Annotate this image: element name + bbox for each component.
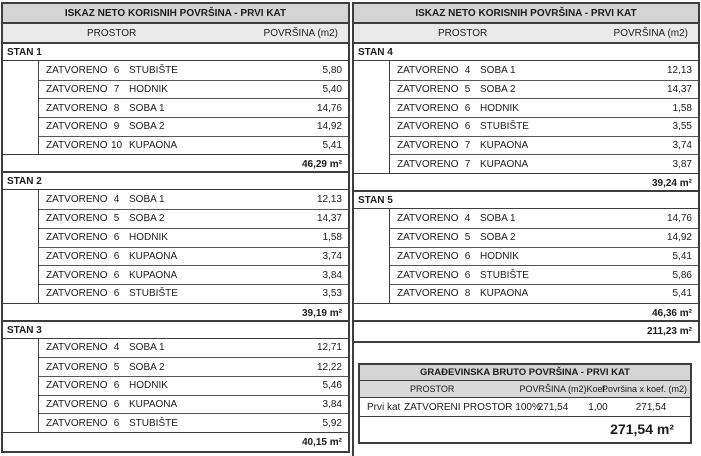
- stan-rows: [389, 209, 698, 302]
- row-area-value: 12,22: [316, 361, 342, 373]
- bruto-column-header-koef: Koef.: [586, 384, 608, 394]
- row-type-label: ZATVORENO: [46, 288, 108, 300]
- row-area-value: 1,58: [672, 102, 692, 114]
- stan-total-3: 40,15 m²: [3, 432, 348, 451]
- bruto-column-header-space: PROSTOR: [410, 384, 455, 394]
- row-area-value: 14,37: [316, 213, 342, 225]
- area-row: [39, 80, 348, 99]
- area-row: [39, 284, 348, 303]
- row-number: 6: [113, 398, 120, 410]
- row-space-label: KUPAONA: [129, 250, 178, 262]
- area-row: [39, 413, 348, 432]
- row-type-label: ZATVORENO: [46, 269, 108, 281]
- row-space-label: SOBA 1: [480, 64, 516, 76]
- row-type-label: ZATVORENO: [397, 158, 459, 170]
- row-area-value: 12,71: [316, 342, 342, 354]
- bruto-title: GRAĐEVINSKA BRUTO POVRŠINA - PRVI KAT: [360, 365, 690, 381]
- row-type-label: ZATVORENO: [46, 64, 108, 76]
- row-area-value: 5,41: [672, 250, 692, 262]
- row-space-label: HODNIK: [480, 250, 519, 262]
- row-number: 4: [113, 194, 120, 206]
- row-type-label: ZATVORENO: [46, 398, 108, 410]
- row-type-label: ZATVORENO: [397, 64, 459, 76]
- bruto-column-header-area: POVRŠINA (m2): [519, 384, 587, 394]
- row-number: 4: [113, 342, 120, 354]
- area-row: [390, 154, 698, 173]
- stan-rows: [38, 61, 348, 154]
- row-space-label: STUBIŠTE: [129, 288, 178, 300]
- area-row: [390, 228, 698, 247]
- neto-table-left: [1, 2, 350, 453]
- row-type-label: ZATVORENO: [46, 417, 108, 429]
- row-area-value: 1,58: [322, 232, 342, 244]
- column-header-area: POVRŠINA (m2): [613, 28, 688, 39]
- row-type-label: ZATVORENO: [46, 380, 108, 392]
- row-type-label: ZATVORENO: [46, 361, 108, 373]
- column-header-space: PROSTOR: [438, 28, 488, 39]
- row-space-label: SOBA 1: [129, 102, 165, 114]
- floor-grand-total: 211,23 m²: [646, 325, 692, 337]
- table-title: ISKAZ NETO KORISNIH POVRŠINA - PRVI KAT: [354, 4, 698, 24]
- table-title: ISKAZ NETO KORISNIH POVRŠINA - PRVI KAT: [3, 4, 348, 24]
- row-number: 7: [113, 84, 120, 96]
- row-number: 8: [464, 288, 471, 300]
- row-number: 6: [464, 250, 471, 262]
- area-row: [39, 136, 348, 155]
- bruto-data-row: [360, 398, 690, 417]
- bruto-koef-value: 1,00: [588, 401, 608, 413]
- row-number: 6: [113, 288, 120, 300]
- row-type-label: ZATVORENO: [46, 213, 108, 225]
- row-area-value: 5,92: [322, 417, 342, 429]
- area-row: [39, 209, 348, 228]
- stan-header-3: STAN 3: [3, 322, 348, 339]
- row-space-label: SOBA 1: [129, 194, 165, 206]
- row-number: 6: [464, 102, 471, 114]
- bruto-total: 271,54 m²: [610, 421, 674, 437]
- row-type-label: ZATVORENO: [46, 194, 108, 206]
- row-area-value: 14,92: [316, 121, 342, 133]
- row-area-value: 3,74: [672, 140, 692, 152]
- header-row: [3, 24, 348, 44]
- row-type-label: ZATVORENO: [397, 102, 459, 114]
- row-number: 6: [464, 121, 471, 133]
- row-area-value: 12,13: [666, 64, 692, 76]
- area-row: [390, 98, 698, 117]
- row-area-value: 14,76: [316, 102, 342, 114]
- stan-total-4: 39,24 m²: [354, 173, 698, 192]
- stan-header-5: STAN 5: [354, 192, 698, 209]
- area-row: [39, 98, 348, 117]
- row-type-label: ZATVORENO: [46, 121, 108, 133]
- neto-table-right: [352, 2, 700, 343]
- row-type-label: ZATVORENO: [46, 102, 108, 114]
- row-space-label: KUPAONA: [129, 398, 178, 410]
- stan-total-5: 46,36 m²: [354, 303, 698, 322]
- row-space-label: KUPAONA: [129, 140, 178, 152]
- header-row: [354, 24, 698, 44]
- row-number: 6: [113, 380, 120, 392]
- row-space-label: HODNIK: [129, 232, 168, 244]
- row-area-value: 5,41: [672, 288, 692, 300]
- bruto-area-koef-value: 271,54: [635, 401, 667, 413]
- row-space-label: SOBA 1: [129, 342, 165, 354]
- row-type-label: ZATVORENO: [397, 232, 459, 244]
- stan-rows: [38, 190, 348, 302]
- row-space-label: HODNIK: [480, 102, 519, 114]
- column-header-area: POVRŠINA (m2): [263, 28, 338, 39]
- area-row: [39, 61, 348, 80]
- row-space-label: SOBA 2: [480, 84, 516, 96]
- area-row: [39, 117, 348, 136]
- row-space-label: KUPAONA: [480, 158, 529, 170]
- row-space-label: STUBIŠTE: [480, 269, 529, 281]
- row-number: 9: [113, 121, 120, 133]
- row-number: 6: [113, 232, 120, 244]
- table-border-divider: [352, 330, 354, 456]
- row-number: 6: [464, 269, 471, 281]
- stan-header-1: STAN 1: [3, 44, 348, 61]
- area-row: [390, 265, 698, 284]
- row-number: 6: [113, 64, 120, 76]
- row-space-label: STUBIŠTE: [129, 64, 178, 76]
- stan-header-2: STAN 2: [3, 173, 348, 190]
- stan-rows: [389, 61, 698, 173]
- bruto-floor-label: Prvi kat: [367, 401, 401, 413]
- row-space-label: HODNIK: [129, 84, 168, 96]
- row-area-value: 5,46: [322, 380, 342, 392]
- stan-total-1: 46,29 m²: [3, 154, 348, 173]
- area-row: [390, 284, 698, 303]
- column-header-space: PROSTOR: [87, 28, 137, 39]
- row-type-label: ZATVORENO: [46, 232, 108, 244]
- row-area-value: 3,53: [322, 288, 342, 300]
- row-type-label: ZATVORENO: [397, 84, 459, 96]
- row-type-label: ZATVORENO: [397, 269, 459, 281]
- row-type-label: ZATVORENO: [397, 288, 459, 300]
- stan-header-4: STAN 4: [354, 44, 698, 61]
- row-area-value: 5,86: [672, 269, 692, 281]
- row-area-value: 3,84: [322, 398, 342, 410]
- area-row: [390, 209, 698, 228]
- bruto-header-row: [360, 381, 690, 398]
- row-space-label: SOBA 2: [129, 213, 165, 225]
- area-row: [39, 228, 348, 247]
- row-area-value: 5,80: [322, 64, 342, 76]
- row-space-label: SOBA 2: [129, 121, 165, 133]
- row-space-label: SOBA 2: [129, 361, 165, 373]
- row-number: 4: [464, 212, 471, 224]
- row-space-label: SOBA 1: [480, 212, 516, 224]
- row-area-value: 5,41: [322, 140, 342, 152]
- area-row: [390, 80, 698, 99]
- row-type-label: ZATVORENO: [46, 84, 108, 96]
- row-number: 10: [110, 140, 123, 152]
- row-space-label: HODNIK: [129, 380, 168, 392]
- row-number: 5: [113, 213, 120, 225]
- area-row: [390, 61, 698, 80]
- area-row: [39, 339, 348, 358]
- row-area-value: 3,55: [672, 121, 692, 133]
- area-row: [39, 357, 348, 376]
- row-area-value: 14,76: [666, 212, 692, 224]
- row-space-label: KUPAONA: [129, 269, 178, 281]
- row-type-label: ZATVORENO: [46, 140, 108, 152]
- row-area-value: 3,87: [672, 158, 692, 170]
- row-number: 4: [464, 64, 471, 76]
- area-row: [39, 395, 348, 414]
- row-space-label: SOBA 2: [480, 232, 516, 244]
- row-space-label: STUBIŠTE: [480, 121, 529, 133]
- row-number: 7: [464, 140, 471, 152]
- bruto-area-value: 271,54: [537, 401, 569, 413]
- row-space-label: STUBIŠTE: [129, 417, 178, 429]
- bruto-space-label: ZATVORENI PROSTOR 100%: [404, 401, 541, 413]
- row-number: 5: [464, 232, 471, 244]
- row-space-label: KUPAONA: [480, 140, 529, 152]
- row-area-value: 14,92: [666, 232, 692, 244]
- area-row: [390, 117, 698, 136]
- row-area-value: 3,74: [322, 250, 342, 262]
- stan-rows: [38, 339, 348, 432]
- row-number: 5: [113, 361, 120, 373]
- row-number: 7: [464, 158, 471, 170]
- row-type-label: ZATVORENO: [46, 342, 108, 354]
- row-area-value: 5,40: [322, 84, 342, 96]
- row-area-value: 3,84: [322, 269, 342, 281]
- area-row: [390, 136, 698, 155]
- area-row: [39, 247, 348, 266]
- row-type-label: ZATVORENO: [397, 250, 459, 262]
- area-row: [39, 376, 348, 395]
- row-type-label: ZATVORENO: [397, 121, 459, 133]
- row-area-value: 14,37: [666, 84, 692, 96]
- area-row: [39, 190, 348, 209]
- row-number: 5: [464, 84, 471, 96]
- stan-total-2: 39,19 m²: [3, 303, 348, 322]
- row-type-label: ZATVORENO: [46, 250, 108, 262]
- row-type-label: ZATVORENO: [397, 212, 459, 224]
- row-space-label: KUPAONA: [480, 288, 529, 300]
- row-number: 6: [113, 269, 120, 281]
- row-type-label: ZATVORENO: [397, 140, 459, 152]
- area-row: [39, 265, 348, 284]
- row-number: 6: [113, 250, 120, 262]
- bruto-table: [358, 363, 692, 444]
- bruto-column-header-area-koef: Površina x koef. (m2): [601, 384, 687, 394]
- row-area-value: 12,13: [316, 194, 342, 206]
- area-row: [390, 247, 698, 266]
- row-number: 6: [113, 417, 120, 429]
- row-number: 8: [113, 102, 120, 114]
